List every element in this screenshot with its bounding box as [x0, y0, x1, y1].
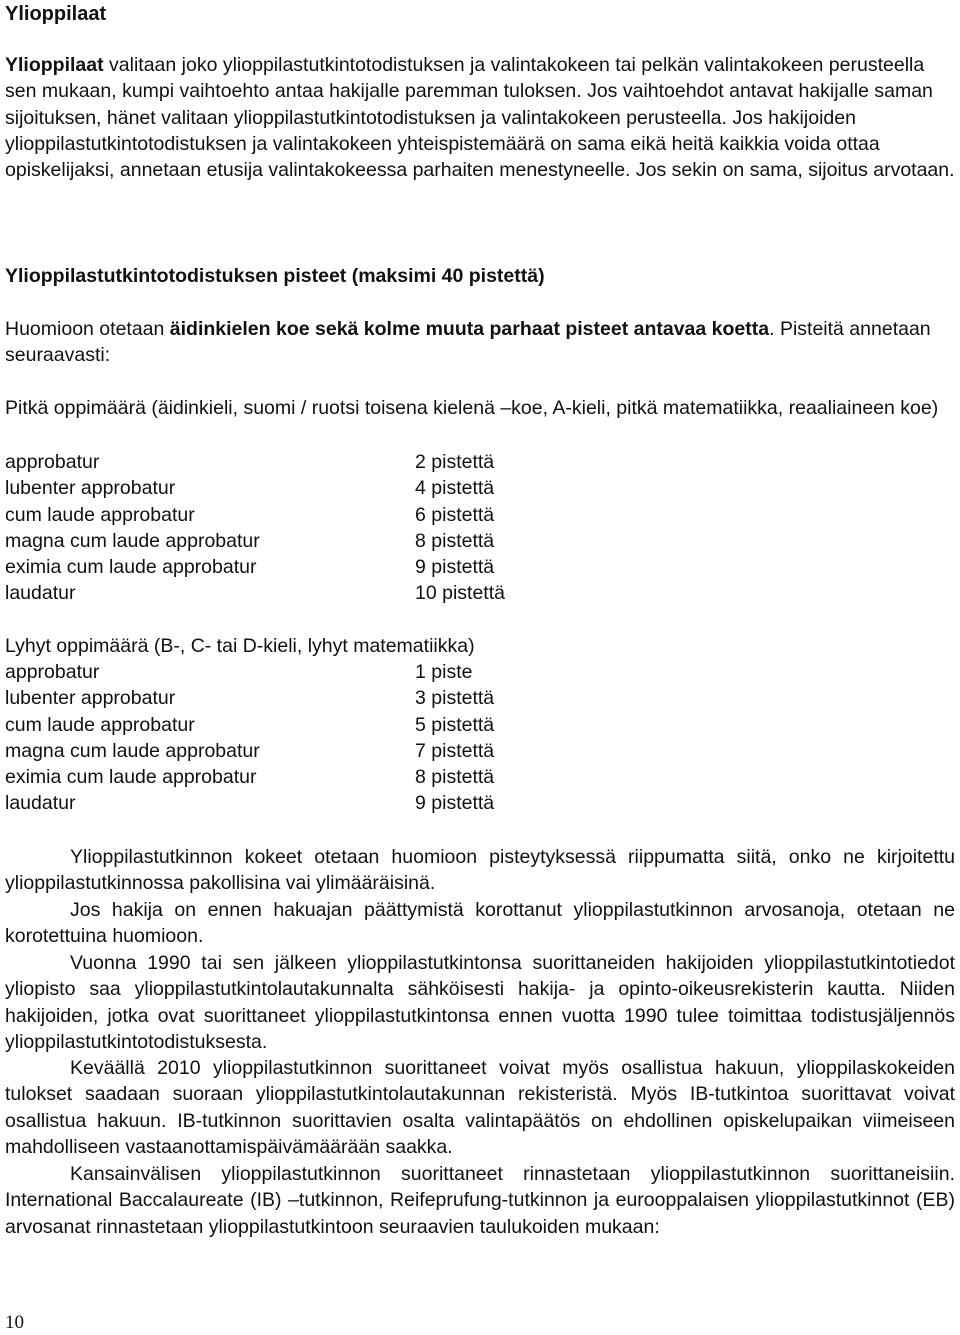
intro-paragraph: [5, 52, 955, 183]
body-paragraph: Jos hakija on ennen hakuajan päättymistä korottanut ylioppilastutkinnon arvosanoja, otetaan ne korotettuina huomioon.: [5, 899, 955, 948]
grade-name: cum laude approbatur: [5, 713, 195, 736]
grade-name: lubenter approbatur: [5, 477, 176, 500]
page-number: 10: [5, 1312, 24, 1333]
grade-points: 10 pistettä: [415, 582, 505, 605]
grade-row: [5, 475, 705, 501]
points-heading: Ylioppilastutkintotodistuksen pisteet (maksimi 40 pistettä): [5, 265, 545, 287]
intro-text: valitaan joko ylioppilastutkintotodistuksen ja valintakokeen tai pelkän valintakokeen perusteella sen mukaan, kumpi vaihtoehto antaa hakijalle paremman tuloksen. Jos vaihtoehdot antavat hakijalle saman sijoituksen, hänet valitaan ylioppilastutkintotodistuksen ja valintakokeen perusteella. Jos hakijoiden ylioppilastutkintotodistuksen ja valintakokeen yhteispistemäärä on sama eikä heitä kaikkia voida ottaa opiskelijaksi, annetaan etusija valintakokeessa parhaiten menestyneelle. Jos sekin on sama, sijoitus arvotaan.: [5, 54, 955, 182]
grade-points: 1 piste: [415, 661, 473, 683]
grade-name: eximia cum laude approbatur: [5, 766, 257, 789]
grade-name: eximia cum laude approbatur: [5, 556, 257, 579]
grade-row: [5, 790, 705, 816]
grade-points: 8 pistettä: [415, 529, 495, 552]
consider-paragraph: [5, 316, 955, 369]
grade-points: 3 pistettä: [415, 687, 495, 710]
grade-name: approbatur: [5, 451, 100, 473]
grade-row: [5, 764, 705, 790]
grade-row: [5, 528, 705, 554]
grade-row: [5, 502, 705, 528]
grade-points: 7 pistettä: [415, 739, 495, 762]
grade-row: [5, 659, 705, 685]
grade-name: magna cum laude approbatur: [5, 739, 260, 762]
long-syllabus-grade-list: [5, 449, 705, 607]
grade-row: [5, 554, 705, 580]
grade-row: [5, 738, 705, 764]
grade-points: 9 pistettä: [415, 792, 495, 815]
long-syllabus-title: Pitkä oppimäärä (äidinkieli, suomi / ruotsi toisena kielenä –koe, A-kieli, pitkä matematiikka, reaaliaineen koe): [5, 397, 939, 419]
consider-bold: äidinkielen koe sekä kolme muuta parhaat pisteet antavaa koetta: [169, 318, 770, 340]
grade-row: [5, 449, 705, 475]
intro-bold-lead: Ylioppilaat: [5, 54, 104, 76]
body-paragraph: Ylioppilastutkinnon kokeet otetaan huomioon pisteytyksessä riippumatta siitä, onko ne kirjoitettu ylioppilastutkinnossa pakollisina vai ylimääräisinä.: [5, 846, 955, 895]
grade-name: approbatur: [5, 661, 100, 683]
grade-points: 9 pistettä: [415, 556, 495, 579]
grade-name: lubenter approbatur: [5, 687, 176, 710]
section-heading: Ylioppilaat: [5, 3, 107, 25]
consider-post: . Pisteitä annetaan seuraavasti:: [5, 318, 931, 367]
grade-row: [5, 712, 705, 738]
grade-points: 6 pistettä: [415, 503, 495, 526]
grade-name: magna cum laude approbatur: [5, 529, 260, 552]
consider-pre: Huomioon otetaan: [5, 318, 170, 340]
short-syllabus-title: Lyhyt oppimäärä (B-, C- tai D-kieli, lyhyt matematiikka): [5, 635, 475, 657]
grade-points: 4 pistettä: [415, 477, 495, 500]
grade-points: 2 pistettä: [415, 451, 495, 473]
grade-points: 5 pistettä: [415, 713, 495, 736]
grade-row: [5, 580, 705, 606]
short-syllabus-grade-list: [5, 659, 705, 817]
grade-name: laudatur: [5, 792, 76, 815]
grade-row: [5, 685, 705, 711]
body-paragraph: Kansainvälisen ylioppilastutkinnon suorittaneet rinnastetaan ylioppilastutkinnon suorittaneisiin. International Baccalaureate (IB) –tutkinnon, Reifeprufung-tutkinnon ja eurooppalaisen ylioppilastutkinnot (EB) arvosanat rinnastetaan ylioppilastutkintoon seuraavien taulukoiden mukaan:: [5, 1163, 955, 1238]
grade-points: 8 pistettä: [415, 766, 495, 789]
body-paragraph: Keväällä 2010 ylioppilastutkinnon suorittaneet voivat myös osallistua hakuun, ylioppilaskokeiden tulokset saadaan suoraan ylioppilastutkintolautakunnan rekisteristä. Myös IB-tutkintoa suorittavat voivat osallistua hakuun. IB-tutkinnon suorittavien osalta valintapäätös on ehdollinen opiskelupaikan viimeiseen mahdolliseen vastaanottamispäivämäärään saakka.: [5, 1057, 955, 1158]
grade-name: cum laude approbatur: [5, 503, 195, 526]
grade-name: laudatur: [5, 582, 76, 605]
body-paragraph: Vuonna 1990 tai sen jälkeen ylioppilastutkintonsa suorittaneiden hakijoiden ylioppilastutkintotiedot yliopisto saa ylioppilastutkintolautakunnalta sähköisesti hakija- ja opinto-oikeusrekisterin kautta. Niiden hakijoiden, jotka ovat suorittaneet ylioppilastutkintonsa ennen vuotta 1990 tulee toimittaa todistusjäljennös ylioppilastutkintotodistuksesta.: [5, 952, 955, 1053]
